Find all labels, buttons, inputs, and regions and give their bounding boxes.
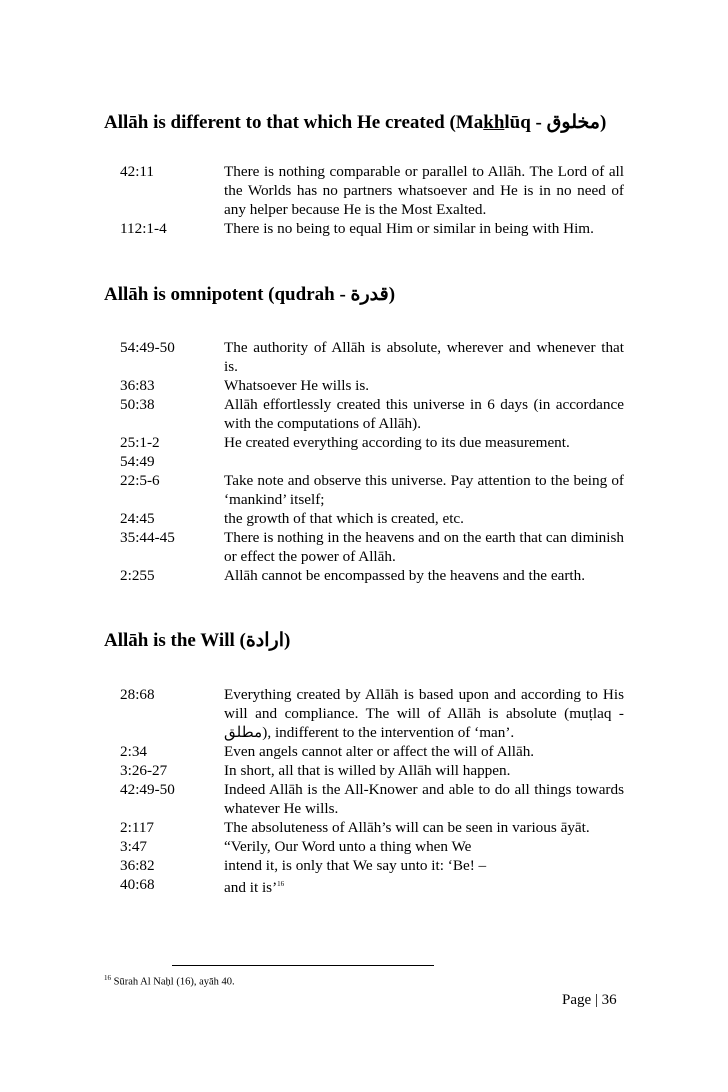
section-heading-omnipotent: Allāh is omnipotent (qudrah - قدرة) <box>104 284 396 305</box>
verse-ref: 3:26-27 <box>120 762 168 779</box>
entry-text: intend it, is only that We say unto it: ‘Be! – <box>224 857 487 874</box>
entry-text: There is nothing comparable or parallel to Allāh. The Lord of all the Worlds has no partners whatsoever and He is in no need of any helper because He is the Most Exalted. <box>224 163 624 218</box>
entry-text: and it is’ <box>224 879 278 897</box>
entry-text: Indeed Allāh is the All-Knower and able to do all things towards whatever He wills. <box>224 781 624 817</box>
verse-ref: 112:1-4 <box>120 220 167 237</box>
verse-ref: 36:82 <box>120 857 155 874</box>
entry-text: Allāh cannot be encompassed by the heavens and the earth. <box>224 567 585 584</box>
section-heading-will: Allāh is the Will (ارادة) <box>104 630 291 651</box>
entry-text: Whatsoever He wills is. <box>224 377 370 394</box>
heading-underlined-text: kh <box>483 112 505 133</box>
heading-text-post: ūq - مخلوق) <box>509 112 607 133</box>
entry-text: The authority of Allāh is absolute, wherever and whenever that is. <box>224 339 624 375</box>
entry-text: Even angels cannot alter or affect the will of Allāh. <box>224 743 535 760</box>
entry-text: He created everything according to its due measurement. <box>224 434 570 451</box>
entry-text: Take note and observe this universe. Pay attention to the being of ‘mankind’ itself; <box>224 472 624 508</box>
verse-ref: 35:44-45 <box>120 529 175 546</box>
verse-ref: 22:5-6 <box>120 472 160 489</box>
entry-text: In short, all that is willed by Allāh will happen. <box>224 762 511 779</box>
entry-text: There is nothing in the heavens and on the earth that can diminish or effect the power of Allāh. <box>224 529 624 565</box>
footnote-text: Sūrah Al Naḥl (16), ayāh 40. <box>113 976 235 988</box>
verse-ref: 54:49-50 <box>120 339 175 356</box>
footnote-marker: 16 <box>277 880 285 888</box>
entry-text: The absoluteness of Allāh’s will can be seen in various āyāt. <box>224 819 590 836</box>
verse-ref: 3:47 <box>120 838 148 855</box>
verse-ref: 2:255 <box>120 567 155 584</box>
heading-text: Allāh is different to that which He created (Ma <box>104 112 484 133</box>
entry-text: the growth of that which is created, etc. <box>224 510 464 527</box>
page-number: Page | 36 <box>562 992 617 1008</box>
verse-ref: 50:38 <box>120 396 155 413</box>
footnote <box>104 974 235 988</box>
verse-ref: 2:34 <box>120 743 148 760</box>
verse-ref: 25:1-2 <box>120 434 160 451</box>
verse-ref: 36:83 <box>120 377 155 394</box>
heading-text-mid: l <box>504 112 510 133</box>
section-heading-created <box>104 111 606 134</box>
verse-ref: 40:68 <box>120 876 155 893</box>
entry-text: “Verily, Our Word unto a thing when We <box>224 838 472 855</box>
footnote-number: 16 <box>104 974 111 982</box>
entry-text: Allāh effortlessly created this universe in 6 days (in accordance with the computations of Allāh). <box>224 396 624 432</box>
verse-ref: 28:68 <box>120 686 155 703</box>
verse-ref: 24:45 <box>120 510 155 527</box>
footnote-divider <box>172 965 434 966</box>
entry-text-with-note <box>224 875 624 897</box>
verse-ref: 54:49 <box>120 453 155 470</box>
verse-ref: 42:49-50 <box>120 781 175 798</box>
entry-text: Everything created by Allāh is based upon and according to His will and compliance. The will of Allāh is absolute (muṭlaq - مطلق), indifferent to the intervention of ‘man’. <box>224 686 624 741</box>
verse-ref: 42:11 <box>120 163 155 180</box>
entry-text: There is no being to equal Him or similar in being with Him. <box>224 220 594 237</box>
verse-ref: 2:117 <box>120 819 155 836</box>
